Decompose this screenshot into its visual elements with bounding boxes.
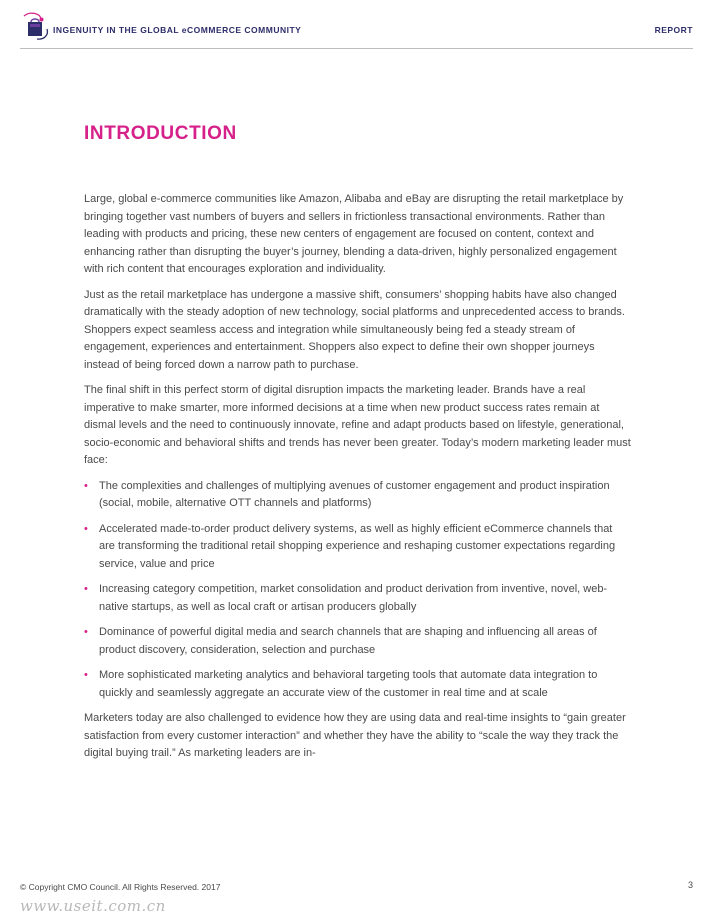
list-item [84, 478, 631, 513]
report-series-title: INGENUITY IN THE GLOBAL eCOMMERCE COMMUNITY [53, 25, 302, 35]
page-number: 3 [687, 880, 693, 890]
site-watermark: www.useit.com.cn [20, 897, 166, 915]
list-item-text: Increasing category competition, market consolidation and product derivation from inventive, novel, web-native startups, as well as local craft or artisan producers globally [99, 583, 608, 613]
report-label: REPORT [654, 25, 693, 35]
paragraph: Just as the retail marketplace has undergone a massive shift, consumers’ shopping habits have also changed dramatically with the steady adoption of new technology, social platforms and unprecedented access to brands. Shoppers expect seamless access and integration while simultaneously being fed a steady stream of engagement, experiences and entertainment. Shoppers also expect to define their own shopper journeys instead of being forced down a narrow path to purchase. [84, 288, 625, 371]
list-item [84, 581, 631, 616]
list-item [84, 521, 631, 574]
bullet-icon: • [84, 626, 88, 638]
list-item [84, 667, 631, 702]
closing-paragraph: Marketers today are also challenged to evidence how they are using data and real-time insights to “gain greater satisfaction from every customer interaction” and whether they have the ability to “scale the way they track the digital buying trail.” As marketing leaders are in- [84, 712, 626, 759]
list-item-text: Dominance of powerful digital media and search channels that are shaping and influencing all areas of product discovery, consideration, selection and purchase [99, 626, 597, 656]
bullet-list [84, 478, 631, 703]
paragraph: Large, global e-commerce communities like Amazon, Alibaba and eBay are disrupting the retail marketplace by bringing together vast numbers of buyers and sellers in frictionless transactional environments. Rather than leading with products and pricing, these new centers of engagement are focused on content, context and enhancing rather than disrupting the buyer’s journey, blending a data-driven, highly personalized engagement with rich content that encourages exploration and individuality. [84, 193, 624, 275]
shopping-bag-logo-icon [20, 12, 50, 42]
paragraph: The final shift in this perfect storm of digital disruption impacts the marketing leader. Brands have a real imperative to make smarter, more informed decisions at a time when new product success rates remain at dismal levels and the need to continuously innovate, refine and adapt products based on lifestyle, generational, socio-economic and behavioral shifts and trends has never been greater. Today’s modern marketing leader must face: [84, 384, 631, 466]
list-item-text: Accelerated made-to-order product delivery systems, as well as highly efficient eCommerce channels that are transforming the traditional retail shopping experience and reshaping customer expectations regarding service, value and price [99, 522, 616, 570]
bullet-icon: • [84, 479, 88, 492]
bullet-icon: • [84, 583, 88, 595]
list-item-text: The complexities and challenges of multiplying avenues of customer engagement and product inspiration (social, mobile, alternative OTT channels and platforms) [99, 479, 610, 509]
bullet-icon: • [84, 522, 88, 535]
section-heading: INTRODUCTION [84, 123, 237, 144]
page-header [20, 12, 693, 49]
list-item-text: More sophisticated marketing analytics and behavioral targeting tools that automate data integration to quickly and seamlessly aggregate an accurate view of the customer in real time and at scale [99, 669, 598, 699]
bullet-icon: • [84, 669, 88, 681]
footer-copyright: © Copyright CMO Council. All Rights Reserved. 2017 [20, 882, 221, 892]
body-content [84, 191, 631, 771]
list-item [84, 624, 631, 659]
